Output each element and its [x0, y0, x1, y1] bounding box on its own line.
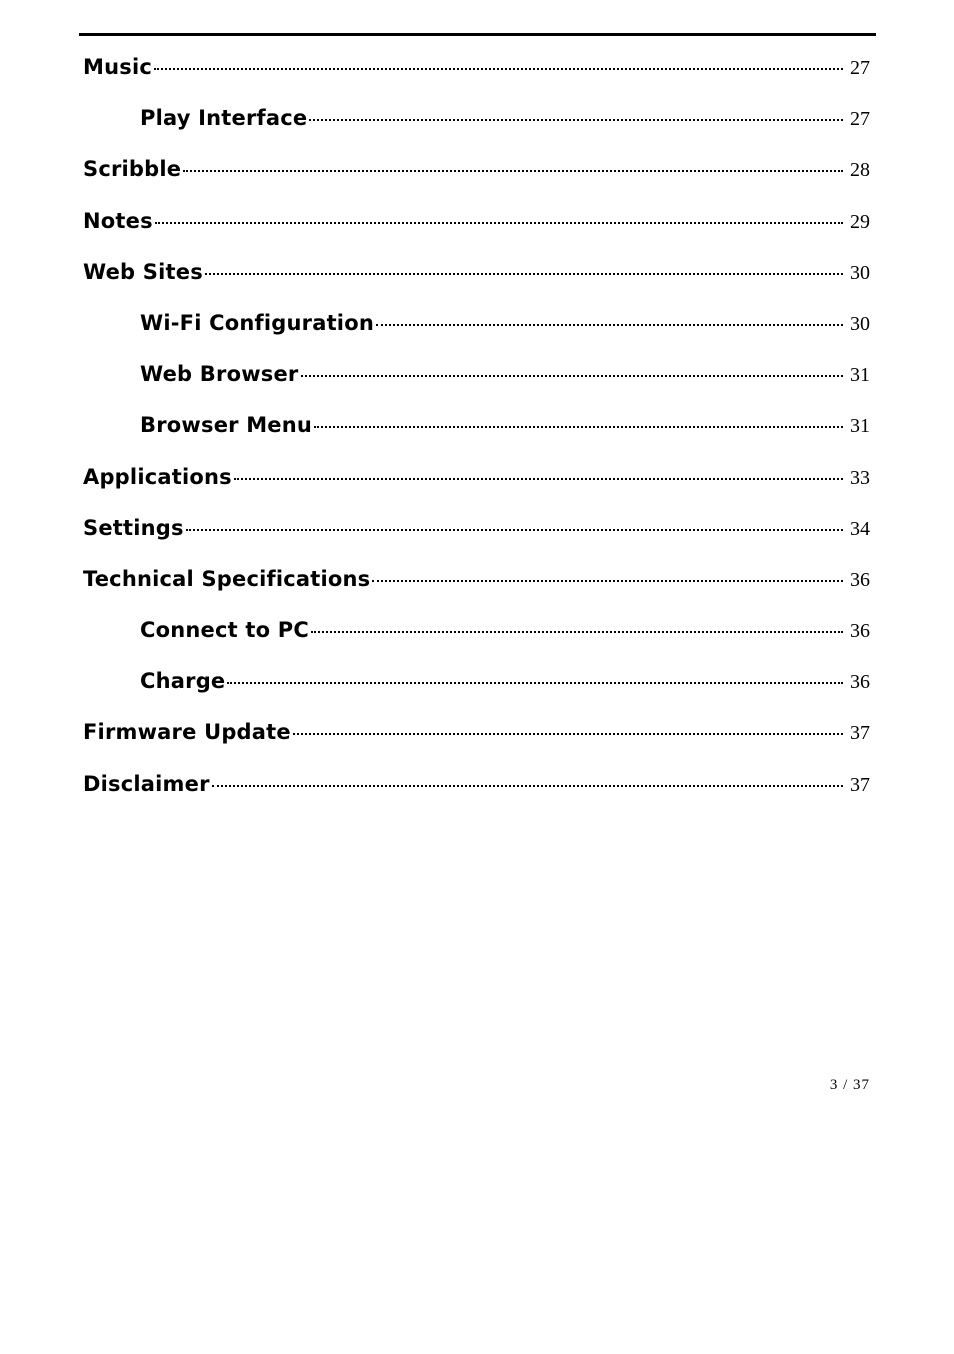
toc-entry-title: Notes — [83, 208, 153, 233]
toc-entry-connect-to-pc[interactable] — [83, 613, 870, 664]
toc-entry-title: Disclaimer — [83, 771, 210, 796]
toc-entry-page: 30 — [850, 312, 870, 335]
toc-leader-dots — [314, 426, 843, 428]
toc-entry-title: Applications — [83, 464, 232, 489]
toc-entry-page: 28 — [850, 159, 870, 182]
toc-entry-firmware-update[interactable] — [83, 715, 870, 766]
toc-entry-applications[interactable] — [83, 460, 870, 511]
toc-entry-title: Browser Menu — [140, 413, 313, 438]
toc-entry-disclaimer[interactable] — [83, 767, 870, 818]
toc-entry-music[interactable] — [83, 50, 870, 101]
toc-entry-title: Firmware Update — [83, 720, 291, 745]
toc-entry-page: 37 — [850, 722, 870, 745]
toc-leader-dots — [376, 324, 843, 326]
page-number: 3 / 37 — [829, 1077, 870, 1093]
toc-entry-title: Music — [83, 55, 152, 79]
toc-entry-page: 34 — [850, 517, 870, 540]
table-of-contents — [83, 50, 870, 818]
toc-entry-page: 27 — [850, 57, 870, 79]
toc-entry-title: Web Browser — [140, 362, 299, 387]
toc-leader-dots — [372, 580, 843, 582]
toc-entry-title: Technical Specifications — [83, 566, 371, 591]
toc-leader-dots — [186, 529, 843, 531]
toc-entry-page: 30 — [850, 261, 870, 284]
toc-entry-technical-specifications[interactable] — [83, 562, 870, 613]
toc-leader-dots — [183, 170, 843, 172]
toc-entry-page: 33 — [850, 466, 870, 489]
toc-entry-notes[interactable] — [83, 204, 870, 255]
toc-entry-play-interface[interactable] — [83, 101, 870, 152]
toc-entry-title: Play Interface — [140, 106, 308, 131]
toc-leader-dots — [293, 733, 843, 735]
toc-leader-dots — [154, 68, 843, 70]
toc-entry-title: Connect to PC — [140, 618, 309, 643]
toc-entry-title: Settings — [83, 515, 184, 540]
toc-entry-page: 29 — [850, 210, 870, 233]
toc-leader-dots — [234, 478, 843, 480]
toc-leader-dots — [301, 375, 844, 377]
toc-entry-settings[interactable] — [83, 511, 870, 562]
toc-entry-title: Charge — [140, 669, 226, 694]
toc-entry-page: 36 — [850, 671, 870, 694]
toc-entry-page: 36 — [850, 568, 870, 591]
toc-leader-dots — [155, 222, 843, 224]
top-rule — [79, 33, 876, 36]
toc-entry-title: Web Sites — [83, 259, 203, 284]
toc-leader-dots — [309, 119, 843, 121]
toc-entry-title: Scribble — [83, 157, 182, 182]
toc-entry-title: Wi-Fi Configuration — [140, 310, 374, 335]
toc-entry-charge[interactable] — [83, 664, 870, 715]
toc-entry-page: 36 — [850, 620, 870, 643]
toc-entry-page: 31 — [850, 415, 870, 438]
toc-entry-scribble[interactable] — [83, 152, 870, 203]
toc-leader-dots — [205, 273, 843, 275]
toc-entry-page: 31 — [850, 364, 870, 387]
toc-entry-browser-menu[interactable] — [83, 408, 870, 459]
toc-entry-web-browser[interactable] — [83, 357, 870, 408]
toc-entry-page: 37 — [850, 773, 870, 796]
toc-leader-dots — [212, 785, 843, 787]
toc-leader-dots — [311, 631, 843, 633]
toc-leader-dots — [227, 682, 843, 684]
toc-entry-web-sites[interactable] — [83, 255, 870, 306]
toc-entry-wifi-configuration[interactable] — [83, 306, 870, 357]
toc-entry-page: 27 — [850, 108, 870, 131]
